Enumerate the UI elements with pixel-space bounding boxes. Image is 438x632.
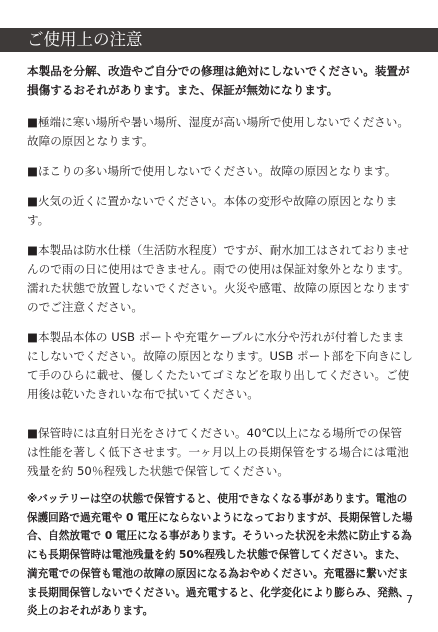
- caution-storage: ■保管時には直射日光をさけてください。40℃以上になる場所での保管は性能を著しく低下させます。一ヶ月以上の長期保管をする場合には電池残量を約 50％程残した状態で保管してください。: [27, 426, 409, 478]
- caution-water: ■本製品は防水仕様（生活防水程度）ですが、耐水加工はされておりませんので雨の日に使用はできません。雨での使用は保証対象外となります。濡れた状態で放置しないでください。火災や感電、故障の原因となりますのでご注意ください。: [27, 243, 410, 314]
- caution-usb-port: ■本製品本体の USB ポートや充電ケーブルに水分や汚れが付着したままにしないでください。故障の原因となります。USB ポート部を下向きにして手のひらに載せ、優しくたたいてゴミなどを取り出してください。ご使用後は乾いたきれいな布で拭いてください。: [27, 330, 413, 401]
- battery-storage-note: ※バッテリーは空の状態で保管すると、使用できなくなる事があります。電池の保護回路で過充電や 0 電圧にならないようになっておりますが、長期保管した場合、自然放電で 0 電圧になる事があります。そういった状況を未然に防止する為にも長期保管時は電池残量を約 50%程残した状態で保管してください。また、満充電での保管も電池の故障の原因になる為おやめください。充電器に繋いだまま長期間保管しないでください。過充電すると、化学変化により膨らみ、発熱、炎上のおそれがあります。: [27, 493, 413, 618]
- caution-temperature: ■極端に寒い場所や暑い場所、湿度が高い場所で使用しないでください。故障の原因となります。: [27, 115, 409, 148]
- page-number: 7: [406, 593, 413, 606]
- section-title: ご使用上の注意: [27, 30, 143, 49]
- caution-dust: ■ほこりの多い場所で使用しないでください。故障の原因となります。: [27, 164, 397, 178]
- warning-disassembly: 本製品を分解、改造やご自分での修理は絶対にしないでください。装置が損傷するおそれがあります。また、保証が無効になります。: [27, 64, 410, 97]
- caution-fire: ■火気の近くに置かないでください。本体の変形や故障の原因となります。: [27, 194, 398, 227]
- section-header-bar: [0, 28, 438, 52]
- cautions-body: [27, 62, 413, 632]
